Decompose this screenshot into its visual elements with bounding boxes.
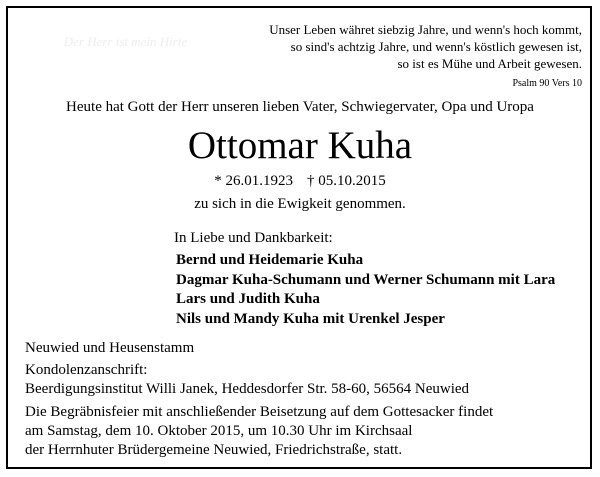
quote-source: Psalm 90 Vers 10 [512,78,582,89]
place-text: Neuwied und Heusenstamm [25,340,195,356]
family-member: Nils und Mandy Kuha mit Urenkel Jesper [176,310,445,327]
psalm-quote [162,21,582,72]
family-list [176,251,555,329]
family-member: Bernd und Heidemarie Kuha [176,252,364,268]
quote-line: so ist es Mühe und Arbeit gewesen. [397,56,582,71]
ceremony-line: am Samstag, dem 10. Oktober 2015, um 10.30 Uhr im Kirchsaal [25,423,413,439]
family-member: Lars und Judith Kuha [176,291,320,307]
gratitude-heading: In Liebe und Dankbarkeit: [174,230,333,246]
condolence-address: Beerdigungsinstitut Willi Janek, Heddesdorfer Str. 58-60, 56564 Neuwied [25,381,470,397]
ceremony-line: Die Begräbnisfeier mit anschließender Beisetzung auf dem Gottesacker findet [25,404,494,420]
death-date: † 05.10.2015 [307,173,386,189]
ceremony-line: der Herrnhuter Brüdergemeine Neuwied, Friedrichstraße, statt. [25,442,403,458]
birth-date: * 26.01.1923 [214,173,293,189]
life-dates [0,173,600,190]
quote-line: so sind's achtzig Jahre, und wenn's köstlich gewesen ist, [290,39,582,54]
quote-line: Unser Leben währet siebzig Jahre, und wenn's hoch kommt, [269,22,582,37]
deceased-name: Ottomar Kuha [187,124,413,167]
intro-text: Heute hat Gott der Herr unseren lieben Vater, Schwiegervater, Opa und Uropa [66,99,534,115]
family-member: Dagmar Kuha-Schumann und Werner Schumann mit Lara [176,271,556,288]
faint-background-text: Der Herr ist mein Hirte [63,33,188,49]
condolence-label: Kondolenzanschrift: [25,362,148,378]
ceremony-text [25,403,493,460]
taken-text: zu sich in die Ewigkeit genommen. [194,196,406,212]
